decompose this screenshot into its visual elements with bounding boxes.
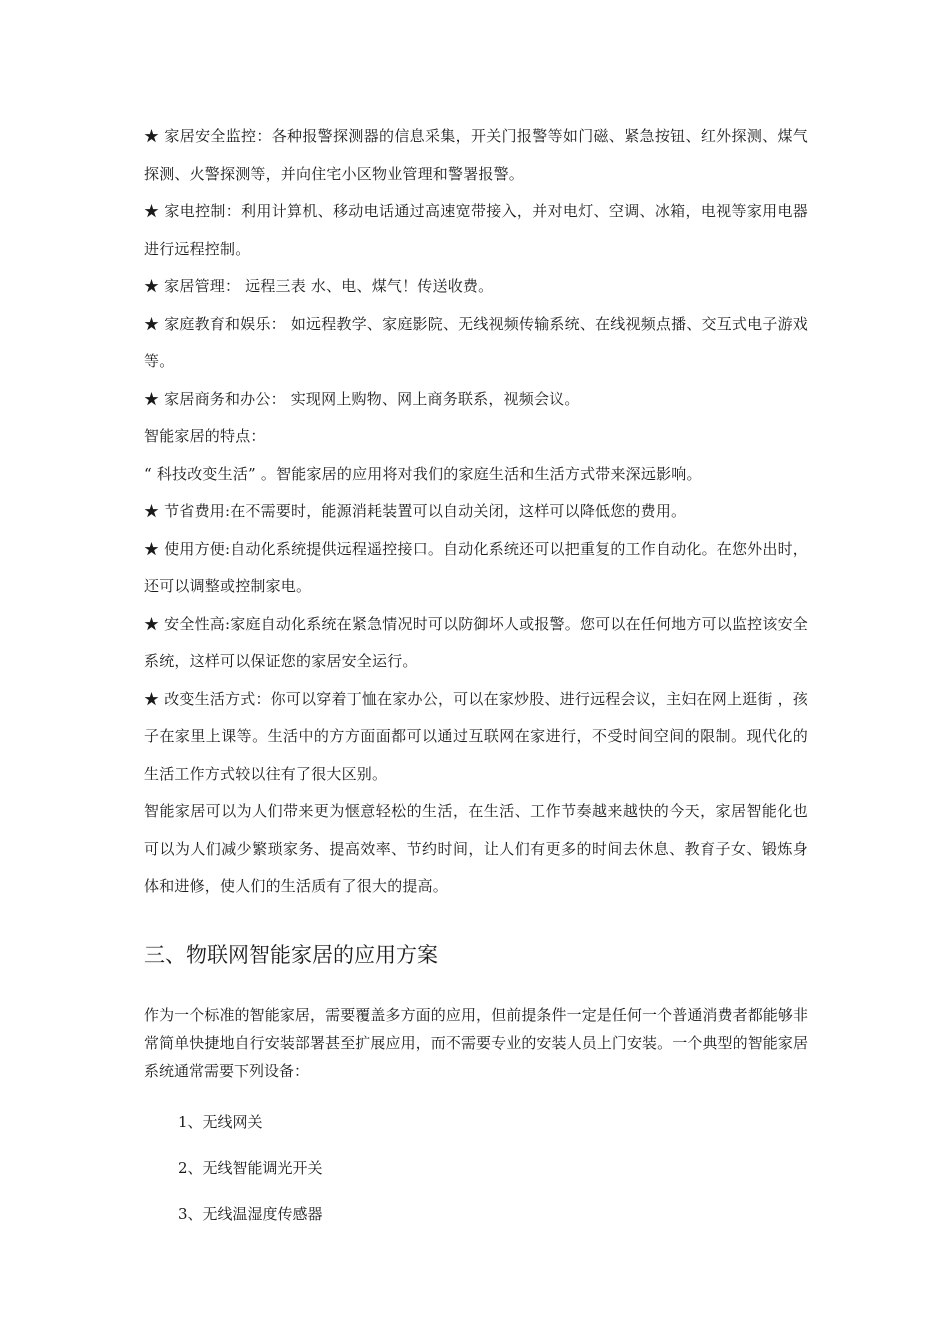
paragraph-tech-changes-life: “ 科技改变生活” 。智能家居的应用将对我们的家庭生活和生活方式带来深远影响。 <box>144 464 702 483</box>
paragraph-business-office: ★ 家居商务和办公： 实现网上购物、网上商务联系，视频会议。 <box>144 389 580 408</box>
paragraph-security: ★ 安全性高:家庭自动化系统在紧急情况时可以防御坏人或报警。您可以在任何地方可以监控该安全系统，这样可以保证您的家居安全运行。 <box>144 614 808 670</box>
paragraph-lifestyle: ★ 改变生活方式：你可以穿着丁恤在家办公，可以在家炒股、进行远程会议，主妇在网上逛街 ，孩子在家里上课等。生活中的方方面面都可以通过互联网在家进行，不受时间空间的限制。现代化的生活工作方式较以往有了很大区别。 <box>144 689 808 783</box>
section-intro: 作为一个标准的智能家居，需要覆盖多方面的应用，但前提条件一定是任何一个普通消费者都能够非常简单快捷地自行安装部署甚至扩展应用，而不需要专业的安装人员上门安装。一个典型的智能家居系统通常需要下列设备： <box>144 1005 808 1080</box>
paragraph-convenience: ★ 使用方便:自动化系统提供远程遥控接口。自动化系统还可以把重复的工作自动化。在您外出时，还可以调整或控制家电。 <box>144 539 808 595</box>
section-heading: 三、物联网智能家居的应用方案 <box>144 942 438 967</box>
paragraph-appliance-control: ★ 家电控制：利用计算机、移动电话通过高速宽带接入，并对电灯、空调、冰箱，电视等家用电器进行远程控制。 <box>144 202 808 258</box>
paragraph-home-security: ★ 家居安全监控：各种报警探测器的信息采集，开关门报警等如门磁、紧急按钮、红外探测、煤气探测、火警探测等，并向住宅小区物业管理和警署报警。 <box>144 127 808 183</box>
paragraph-summary: 智能家居可以为人们带来更为惬意轻松的生活，在生活、工作节奏越来越快的今天，家居智能化也可以为人们减少繁琐家务、提高效率、节约时间，让人们有更多的时间去休息、教育子女、锻炼身体和进修，使人们的生活质有了很大的提高。 <box>144 802 808 895</box>
paragraph-save-cost: ★ 节省费用:在不需要时，能源消耗装置可以自动关闭，这样可以降低您的费用。 <box>144 502 687 520</box>
list-item-temp-humidity-sensor: 3、无线温湿度传感器 <box>178 1204 323 1223</box>
paragraph-features-label: 智能家居的特点： <box>144 427 266 445</box>
paragraph-home-management: ★ 家居管理： 远程三表 水、电、煤气！传送收费。 <box>144 277 494 295</box>
list-item-dimmer-switch: 2、无线智能调光开关 <box>178 1158 323 1177</box>
list-item-gateway: 1、无线网关 <box>178 1112 263 1131</box>
paragraph-education-entertainment: ★ 家庭教育和娱乐： 如远程教学、家庭影院、无线视频传输系统、在线视频点播、交互式电子游戏等。 <box>144 314 808 370</box>
document-page <box>144 118 808 1237</box>
